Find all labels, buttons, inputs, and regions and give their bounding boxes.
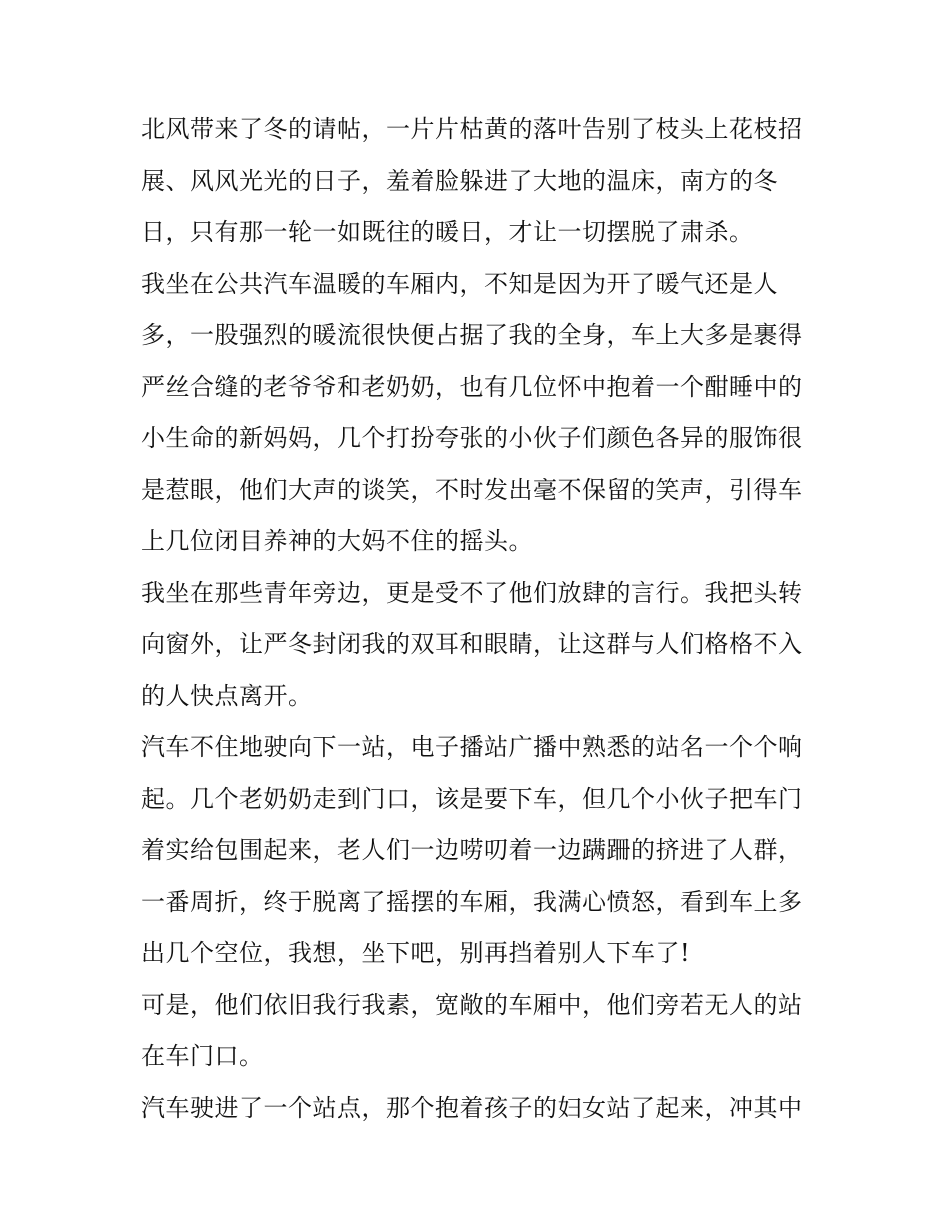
text-line: 是惹眼，他们大声的谈笑，不时发出毫不保留的笑声，引得车 bbox=[141, 475, 803, 504]
text-line: 着实给包围起来，老人们一边唠叨着一边蹒跚的挤进了人群， bbox=[141, 836, 803, 864]
text-line: 一番周折，终于脱离了摇摆的车厢，我满心愤怒，看到车上多 bbox=[141, 887, 803, 916]
text-line: 起。几个老奶奶走到门口，该是要下车，但几个小伙子把车门 bbox=[141, 784, 803, 813]
text-line: 可是，他们依旧我行我素，宽敞的车厢中，他们旁若无人的站 bbox=[141, 990, 803, 1019]
text-line: 出几个空位，我想，坐下吧，别再挡着别人下车了! bbox=[141, 939, 691, 967]
text-line: 我坐在那些青年旁边，更是受不了他们放肆的言行。我把头转 bbox=[141, 578, 803, 607]
text-line: 汽车不住地驶向下一站，电子播站广播中熟悉的站名一个个响 bbox=[141, 733, 803, 761]
text-line: 上几位闭目养神的大妈不住的摇头。 bbox=[141, 527, 533, 555]
text-line: 的人快点离开。 bbox=[141, 681, 313, 710]
text-line: 严丝合缝的老爷爷和老奶奶，也有几位怀中抱着一个酣睡中的 bbox=[141, 372, 803, 401]
text-line: 汽车驶进了一个站点，那个抱着孩子的妇女站了起来，冲其中 bbox=[141, 1093, 803, 1122]
document-body bbox=[141, 104, 813, 1134]
text-line: 北风带来了冬的请帖，一片片枯黄的落叶告别了枝头上花枝招 bbox=[141, 115, 803, 143]
text-line: 日，只有那一轮一如既往的暖日，才让一切摆脱了肃杀。 bbox=[141, 218, 754, 246]
text-line: 向窗外，让严冬封闭我的双耳和眼睛，让这群与人们格格不入 bbox=[141, 630, 803, 658]
text-line: 多，一股强烈的暖流很快便占据了我的全身，车上大多是裹得 bbox=[141, 321, 803, 349]
text-line: 小生命的新妈妈，几个打扮夸张的小伙子们颜色各异的服饰很 bbox=[141, 424, 803, 452]
text-line: 展、风风光光的日子，羞着脸躲进了大地的温床，南方的冬 bbox=[141, 166, 778, 195]
text-line: 我坐在公共汽车温暖的车厢内，不知是因为开了暖气还是人 bbox=[141, 269, 778, 298]
text-line: 在车门口。 bbox=[141, 1042, 264, 1070]
